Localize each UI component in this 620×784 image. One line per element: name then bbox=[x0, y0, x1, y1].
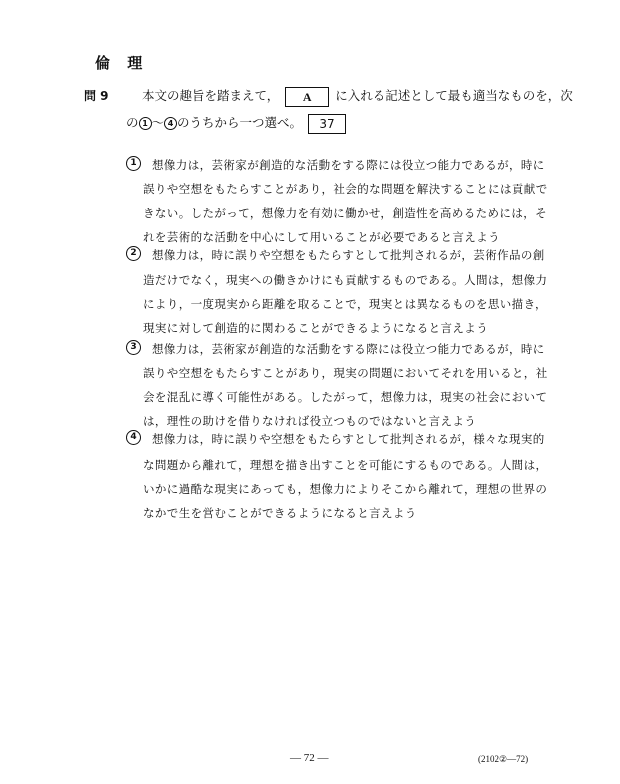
option-1-line-3: きない。したがって，想像力を有効に働かせ，創造性を高めるためには，そ bbox=[143, 206, 548, 220]
question-line2-prefix: の bbox=[126, 115, 139, 130]
answer-number-box: 37 bbox=[308, 114, 346, 134]
question-text-before-box: 本文の趣旨を踏まえて， bbox=[142, 88, 280, 103]
range-from-marker: 1 bbox=[139, 117, 152, 130]
question-line2-suffix: のうちから一つ選べ。 bbox=[177, 115, 303, 130]
option-2-line-2: 造だけでなく，現実への働きかけにも貢献するものである。人間は，想像力 bbox=[143, 273, 548, 287]
section-title: 倫 理 bbox=[95, 54, 149, 72]
range-to-marker: 4 bbox=[164, 117, 177, 130]
option-1-marker: 1 bbox=[126, 156, 141, 171]
option-3-line-2: 誤りや空想をもたらすことがあり，現実の問題においてそれを用いると，社 bbox=[143, 366, 548, 380]
option-2-marker: 2 bbox=[126, 246, 141, 261]
answer-box-a: A bbox=[285, 87, 329, 107]
exam-code: (2102②—72) bbox=[478, 754, 529, 764]
option-1-line-4: れを芸術的な活動を中心にして用いることが必要であると言えよう bbox=[143, 230, 500, 244]
page-number: — 72 — bbox=[290, 752, 329, 764]
range-separator: ～ bbox=[151, 115, 165, 130]
question-text-after-box: に入れる記述として最も適当なものを，次 bbox=[335, 88, 573, 103]
option-2-line-3: により，一度現実から距離を取ることで，現実とは異なるものを思い描き， bbox=[143, 297, 547, 311]
option-4-line-4: なかで生を営むことができるようになると言えよう bbox=[143, 506, 417, 520]
option-3-marker: 3 bbox=[126, 340, 141, 355]
option-4-line-1: 想像力は，時に誤りや空想をもたらすとして批判されるが，様々な現実的 bbox=[152, 432, 545, 446]
question-line-1 bbox=[142, 86, 573, 107]
question-label: 問 9 bbox=[84, 89, 109, 103]
option-2-line-4: 現実に対して創造的に関わることができるようになると言えよう bbox=[143, 321, 489, 335]
option-2-line-1: 想像力は，時に誤りや空想をもたらすとして批判されるが，芸術作品の創 bbox=[152, 248, 545, 262]
option-4-line-2: な問題から離れて，理想を描き出すことを可能にするものである。人間は， bbox=[143, 458, 548, 472]
option-4-line-3: いかに過酷な現実にあっても，想像力によりそこから離れて，理想の世界の bbox=[143, 482, 548, 496]
option-1-line-2: 誤りや空想をもたらすことがあり，社会的な問題を解決することには貢献で bbox=[143, 182, 548, 196]
option-3-line-4: は，理性の助けを借りなければ役立つものではないと言えよう bbox=[143, 414, 477, 428]
question-line-2 bbox=[126, 113, 346, 134]
option-3-line-3: 会を混乱に導く可能性がある。したがって，想像力は，現実の社会において bbox=[143, 390, 548, 404]
option-1-line-1: 想像力は，芸術家が創造的な活動をする際には役立つ能力であるが，時に bbox=[152, 158, 545, 172]
option-4-marker: 4 bbox=[126, 430, 141, 445]
option-3-line-1: 想像力は，芸術家が創造的な活動をする際には役立つ能力であるが，時に bbox=[152, 342, 545, 356]
